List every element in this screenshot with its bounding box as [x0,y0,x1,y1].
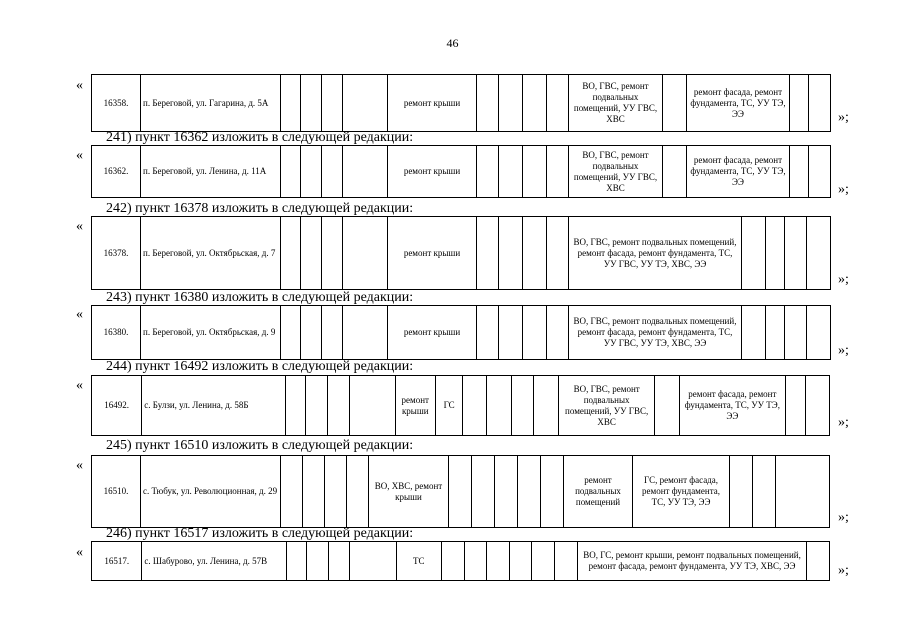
record-facade: ремонт фасада, ремонт фундамента, ТС, УУ ТЭ, ЭЭ [680,376,786,436]
quote-open: « [76,545,83,560]
record-combined-works: ВО, ГС, ремонт крыши, ремонт подвальных помещений, ремонт фасада, ремонт фундамента, УУ ТЭ, ХВС, ЭЭ [577,542,807,581]
record-combined-works: ВО, ГВС, ремонт подвальных помещений, ремонт фасада, ремонт фундамента, ТС, УУ ГВС, УУ ТЭ, ХВС, ЭЭ [569,306,742,360]
record-combined-works: ВО, ГВС, ремонт подвальных помещений, ремонт фасада, ремонт фундамента, ТС, УУ ГВС, УУ ТЭ, ХВС, ЭЭ [569,217,742,290]
record-table [91,455,830,528]
record-address: с. Тюбук, ул. Революционная, д. 29 [141,456,281,528]
record-roof: ремонт крыши [388,75,477,132]
amendment-instruction: 241) пункт 16362 изложить в следующей редакции: [106,130,414,145]
record-facade: ремонт фасада, ремонт фундамента, ТС, УУ ТЭ, ЭЭ [687,146,790,198]
quote-open: « [76,378,83,393]
record-address: п. Береговой, ул. Гагарина, д. 5А [141,75,281,132]
record-id: 16362. [92,146,141,198]
record-systems: ВО, ГВС, ремонт подвальных помещений, УУ ГВС, ХВС [569,75,663,132]
record-table [91,145,831,198]
quote-open: « [76,148,83,163]
record-address: п. Береговой, ул. Октябрьская, д. 9 [141,306,281,360]
quote-open: « [76,219,83,234]
amendment-instruction: 245) пункт 16510 изложить в следующей редакции: [106,438,414,453]
record-roof: ремонт крыши [388,146,477,198]
record-ts: ТС [396,542,441,581]
record-basement: ремонт подвальных помещений [564,456,633,528]
quote-open: « [76,78,83,93]
record-table [91,305,831,360]
quote-close: »; [838,563,849,578]
quote-close: »; [838,182,849,197]
amendment-instruction: 246) пункт 16517 изложить в следующей редакции: [106,526,414,541]
amendment-instruction: 243) пункт 16380 изложить в следующей редакции: [106,290,414,305]
record-address: с. Булзи, ул. Ленина, д. 58Б [142,376,286,436]
record-id: 16510. [92,456,141,528]
quote-close: »; [838,343,849,358]
record-address: п. Береговой, ул. Ленина, д. 11А [141,146,281,198]
record-facade: ремонт фасада, ремонт фундамента, ТС, УУ ТЭ, ЭЭ [687,75,790,132]
record-id: 16380. [92,306,141,360]
amendment-instruction: 242) пункт 16378 изложить в следующей редакции: [106,201,414,216]
quote-open: « [76,307,83,322]
quote-close: »; [838,510,849,525]
record-id: 16358. [92,75,141,132]
record-roof: ремонт крыши [395,376,435,436]
record-systems: ВО, ГВС, ремонт подвальных помещений, УУ ГВС, ХВС [569,146,663,198]
page-number: 46 [446,36,459,50]
record-table [91,74,831,132]
record-vo-xvs: ВО, ХВС, ремонт крыши [369,456,449,528]
record-address: п. Береговой, ул. Октябрьская, д. 7 [141,217,281,290]
quote-close: »; [838,110,849,125]
record-roof: ремонт крыши [388,306,477,360]
record-roof: ремонт крыши [388,217,477,290]
quote-close: »; [838,272,849,287]
record-id: 16517. [92,542,142,581]
record-id: 16378. [92,217,141,290]
quote-close: »; [838,415,849,430]
record-id: 16492. [92,376,142,436]
quote-open: « [76,458,83,473]
record-table [91,541,830,581]
record-address: с. Шабурово, ул. Ленина, д. 57В [142,542,286,581]
record-table [91,375,830,436]
record-facade: ГС, ремонт фасада, ремонт фундамента, ТС, УУ ТЭ, ЭЭ [633,456,730,528]
record-gs: ГС [435,376,463,436]
record-table [91,216,831,290]
record-systems: ВО, ГВС, ремонт подвальных помещений, УУ ГВС, ХВС [558,376,654,436]
amendment-instruction: 244) пункт 16492 изложить в следующей редакции: [106,359,414,374]
